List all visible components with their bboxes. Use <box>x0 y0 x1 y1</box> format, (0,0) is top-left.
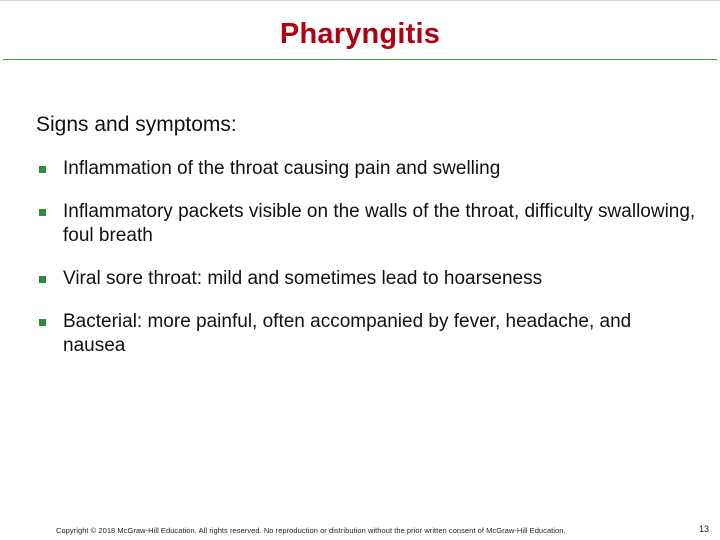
square-bullet-icon <box>39 319 46 326</box>
top-border <box>0 0 720 14</box>
copyright-footer: Copyright © 2018 McGraw-Hill Education. All rights reserved. No reproduction or distribution without the prior written consent of McGraw-Hill Education. <box>56 526 566 535</box>
bullet-text: Inflammatory packets visible on the walls of the throat, difficulty swallowing, foul breath <box>63 201 696 246</box>
slide-title: Pharyngitis <box>279 18 441 50</box>
bullet-item-2 <box>38 200 698 248</box>
bullet-text: Viral sore throat: mild and sometimes lead to hoarseness <box>63 268 543 289</box>
square-bullet-icon <box>39 209 46 216</box>
page-number: 13 <box>699 524 710 534</box>
bullet-list <box>38 157 698 377</box>
square-bullet-icon <box>39 166 46 173</box>
bullet-item-1 <box>38 157 698 181</box>
bullet-text: Inflammation of the throat causing pain and swelling <box>63 158 501 179</box>
bullet-item-4 <box>38 310 698 358</box>
bullet-item-3 <box>38 267 698 291</box>
slide-subtitle: Signs and symptoms: <box>36 113 237 136</box>
square-bullet-icon <box>39 276 46 283</box>
title-divider <box>3 59 717 60</box>
bullet-text: Bacterial: more painful, often accompanied by fever, headache, and nausea <box>63 311 632 356</box>
